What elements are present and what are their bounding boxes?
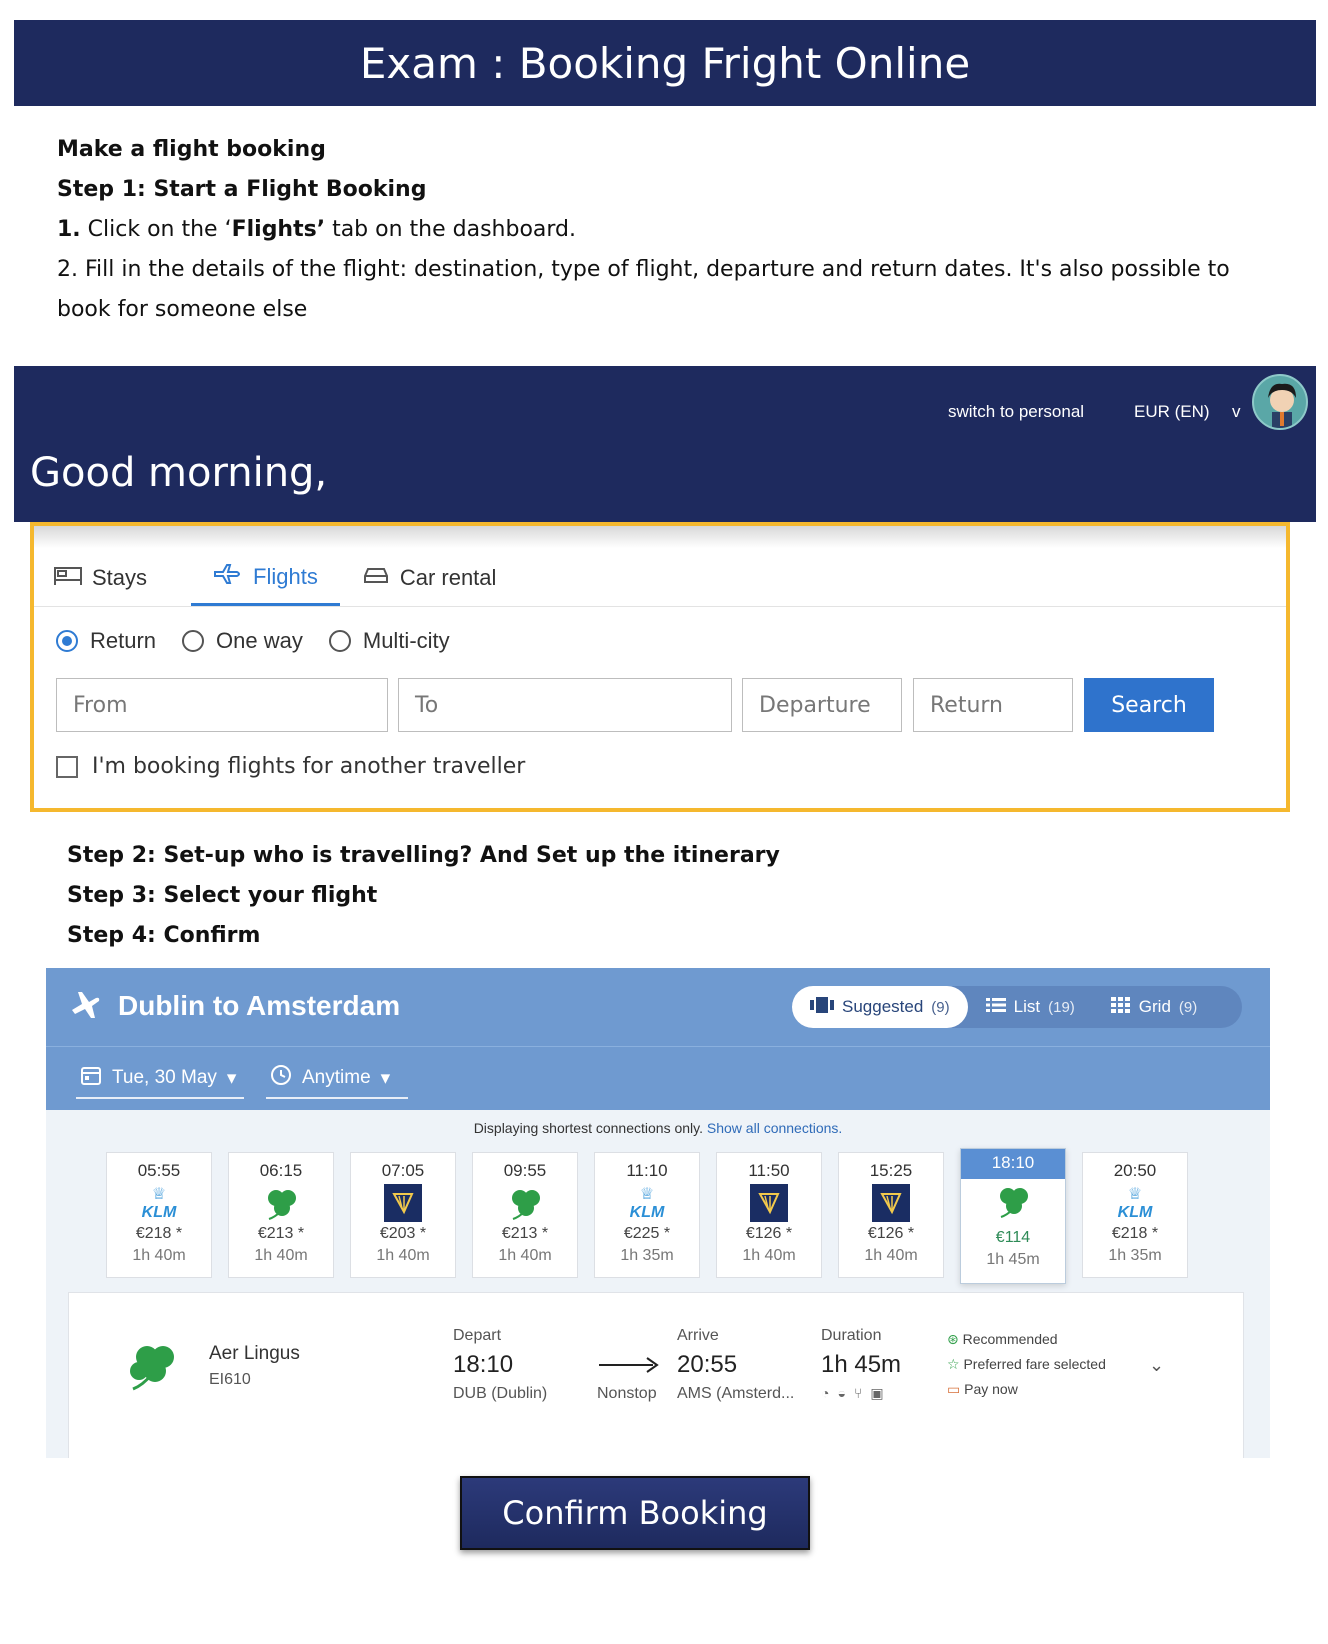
tab-flights[interactable] [191,550,340,606]
flight-time: 05:55 [137,1161,181,1180]
view-grid[interactable] [1093,986,1215,1028]
ryanair-logo-icon [717,1181,821,1225]
instruction-item-2: 2. Fill in the details of the flight: destination, type of flight, departure and return dates. It's also possible to book for someone else [57,257,1230,322]
aer-lingus-logo-icon [229,1181,333,1225]
flight-time-card[interactable] [1082,1152,1188,1278]
flight-time-card[interactable] [228,1152,334,1278]
flight-time-card[interactable] [106,1152,212,1278]
route-title: Dublin to Amsterdam [118,990,401,1021]
flight-search-panel [30,522,1290,812]
bed-icon [54,564,82,592]
badge-pay-now [947,1377,1106,1402]
depart-airport: DUB (Dublin) [453,1385,548,1402]
steps-list [67,836,780,956]
instruction-item-1-number: 1. [57,217,81,242]
other-traveller-label: I'm booking flights for another traveller [92,754,526,779]
entertainment-icon: ▣ [870,1385,884,1401]
view-grid-count: (9) [1178,998,1198,1016]
grid-icon [1111,997,1131,1018]
badge-preferred [947,1352,1106,1377]
step-3: Step 3: Select your flight [67,883,378,908]
flight-time-card[interactable] [350,1152,456,1278]
flight-price: €126 * [745,1225,793,1242]
view-list-count: (19) [1048,998,1075,1016]
radio-return[interactable] [56,628,156,654]
flight-duration: 1h 40m [254,1247,308,1264]
date-value: Tue, 30 May [112,1067,217,1088]
date-dropdown[interactable] [76,1059,244,1099]
flight-time: 15:25 [869,1161,913,1180]
star-circle-icon: ⊛ [947,1331,959,1347]
drink-icon: ⑂ [853,1385,863,1401]
radio-multi-city-label: Multi-city [362,628,450,653]
flight-time: 11:10 [626,1161,668,1180]
from-field[interactable]: From [56,678,388,732]
step-2: Step 2: Set-up who is travelling? And Set up the itinerary [67,843,780,868]
plane-icon [213,563,243,591]
flight-time: 20:50 [1113,1161,1157,1180]
aer-lingus-logo-icon [961,1179,1065,1223]
to-field[interactable]: To [398,678,732,732]
chevron-down-icon[interactable]: ⌄ [1149,1355,1165,1375]
radio-return-label: Return [90,628,157,653]
card-icon: ▭ [947,1381,961,1397]
radio-one-way[interactable] [182,628,303,654]
flight-price: €213 * [501,1225,549,1242]
selected-flight-detail[interactable] [68,1292,1244,1458]
flight-price: €126 * [867,1225,915,1242]
booking-tabs [54,550,540,606]
list-icon [986,997,1006,1018]
instruction-item-1-text-a: Click on the ‘ [87,217,232,242]
switch-to-personal-link[interactable]: switch to personal [948,402,1085,421]
flight-duration: 1h 40m [498,1247,552,1264]
flight-duration: 1h 40m [864,1247,918,1264]
radio-one-way-dot [182,630,204,652]
flight-results-panel [46,968,1270,1458]
flight-time: 07:05 [381,1161,425,1180]
flight-time-card[interactable] [960,1148,1066,1284]
time-value: Anytime [302,1067,371,1088]
badge-recommended [947,1327,1106,1352]
ryanair-logo-icon [839,1181,943,1225]
tab-stays-label: Stays [92,565,148,590]
instruction-heading: Make a flight booking [57,137,326,162]
departure-field[interactable]: Departure [742,678,902,732]
clock-icon [270,1064,292,1092]
trip-type-group [56,628,450,654]
flight-duration: 1h 40m [376,1247,430,1264]
view-switcher [792,986,1242,1028]
aer-lingus-logo-icon [473,1181,577,1225]
flight-price: €114 [995,1229,1031,1246]
flight-price: €218 * [1111,1225,1159,1242]
stops: Nonstop [597,1385,657,1402]
confirm-booking-button[interactable]: Confirm Booking [460,1476,810,1550]
other-traveller-checkbox[interactable] [56,756,78,778]
return-field[interactable]: Return [913,678,1073,732]
flight-duration: 1h 40m [132,1247,186,1264]
arrive-time: 20:55 [677,1351,738,1378]
view-suggested-count: (9) [931,998,950,1016]
wifi-icon: ◔ [821,1385,830,1401]
plane-icon [68,988,102,1022]
calendar-icon [80,1064,102,1092]
flight-time-card[interactable] [716,1152,822,1278]
flight-duration: 1h 35m [1108,1247,1162,1264]
radio-return-dot [56,630,78,652]
view-grid-label: Grid [1138,997,1171,1016]
flight-price: €213 * [257,1225,305,1242]
depart-label: Depart [453,1327,502,1344]
view-suggested[interactable] [792,986,968,1028]
other-traveller-row[interactable] [56,754,525,779]
meal-icon: ◒ [837,1385,846,1401]
tab-stays[interactable] [54,550,169,606]
flight-time: 11:50 [748,1161,790,1180]
airline-name: Aer Lingus [209,1343,300,1364]
time-dropdown[interactable] [266,1059,408,1099]
connections-note [46,1120,1270,1136]
depart-time: 18:10 [453,1351,514,1378]
connections-note-text: Displaying shortest connections only. [473,1120,703,1136]
amenities [821,1385,884,1402]
carousel-icon [810,997,834,1018]
dashboard-header [14,366,1316,522]
ryanair-logo-icon [351,1181,455,1225]
klm-logo-icon: ♕ KLM [1117,1186,1153,1221]
flight-price: €203 * [379,1225,427,1242]
account-menu-chevron[interactable]: v [1232,402,1241,421]
greeting: Good morning, [30,450,328,496]
radio-multi-city[interactable] [329,628,450,654]
arrow-right-icon [599,1355,659,1380]
tab-flights-label: Flights [253,563,318,589]
flight-number: EI610 [209,1371,251,1388]
chevron-down-icon: ▾ [226,1067,237,1089]
flight-price: €218 * [135,1225,183,1242]
show-all-connections-link[interactable]: Show all connections. [706,1120,843,1136]
instruction-step1: Step 1: Start a Flight Booking [57,177,427,202]
flight-time-card[interactable] [838,1152,944,1278]
fare-badges [947,1327,1106,1402]
avatar[interactable] [1252,374,1308,430]
page-title: Exam : Booking Fright Online [14,20,1316,106]
view-list[interactable] [968,986,1093,1028]
flight-duration: 1h 40m [742,1247,796,1264]
time-carousel [106,1152,1188,1284]
radio-multi-city-dot [329,630,351,652]
currency-selector[interactable]: EUR (EN) [1134,402,1210,421]
flight-time: 18:10 [961,1149,1065,1179]
panel-shadow [34,526,1286,548]
radio-one-way-label: One way [216,628,303,653]
flight-time: 09:55 [503,1161,547,1180]
badge-preferred-label: Preferred fare selected [963,1356,1106,1372]
flight-duration: 1h 45m [986,1251,1040,1268]
klm-logo-icon: ♕ KLM [629,1186,665,1221]
arrive-label: Arrive [677,1327,719,1344]
duration-label: Duration [821,1327,882,1344]
flight-time-card[interactable] [594,1152,700,1278]
flight-duration: 1h 35m [620,1247,674,1264]
star-icon: ☆ [947,1356,960,1372]
car-icon [362,564,390,592]
tab-car-rental-label: Car rental [399,565,497,590]
badge-recommended-label: Recommended [962,1331,1058,1347]
flight-time: 06:15 [259,1161,303,1180]
instruction-item-1-text-b: Flights’ [231,217,326,242]
duration-value: 1h 45m [821,1351,902,1378]
instruction-item-1 [57,210,1277,250]
results-header [46,968,1270,1046]
badge-pay-now-label: Pay now [964,1381,1018,1397]
step-4: Step 4: Confirm [67,923,261,948]
results-filters [46,1046,1270,1110]
search-button[interactable]: Search [1084,678,1214,732]
flight-time-card[interactable] [472,1152,578,1278]
chevron-down-icon: ▾ [380,1067,391,1089]
tab-car-rental[interactable] [362,550,519,606]
view-suggested-label: Suggested [842,997,924,1016]
tabs-divider [34,606,1286,607]
instruction-item-1-text-c: tab on the dashboard. [325,217,577,242]
arrive-airport: AMS (Amsterd... [677,1385,795,1402]
klm-logo-icon: ♕ KLM [141,1186,177,1221]
flight-price: €225 * [623,1225,671,1242]
shamrock-icon [125,1339,183,1396]
view-list-label: List [1013,997,1041,1016]
instructions [57,130,1277,330]
